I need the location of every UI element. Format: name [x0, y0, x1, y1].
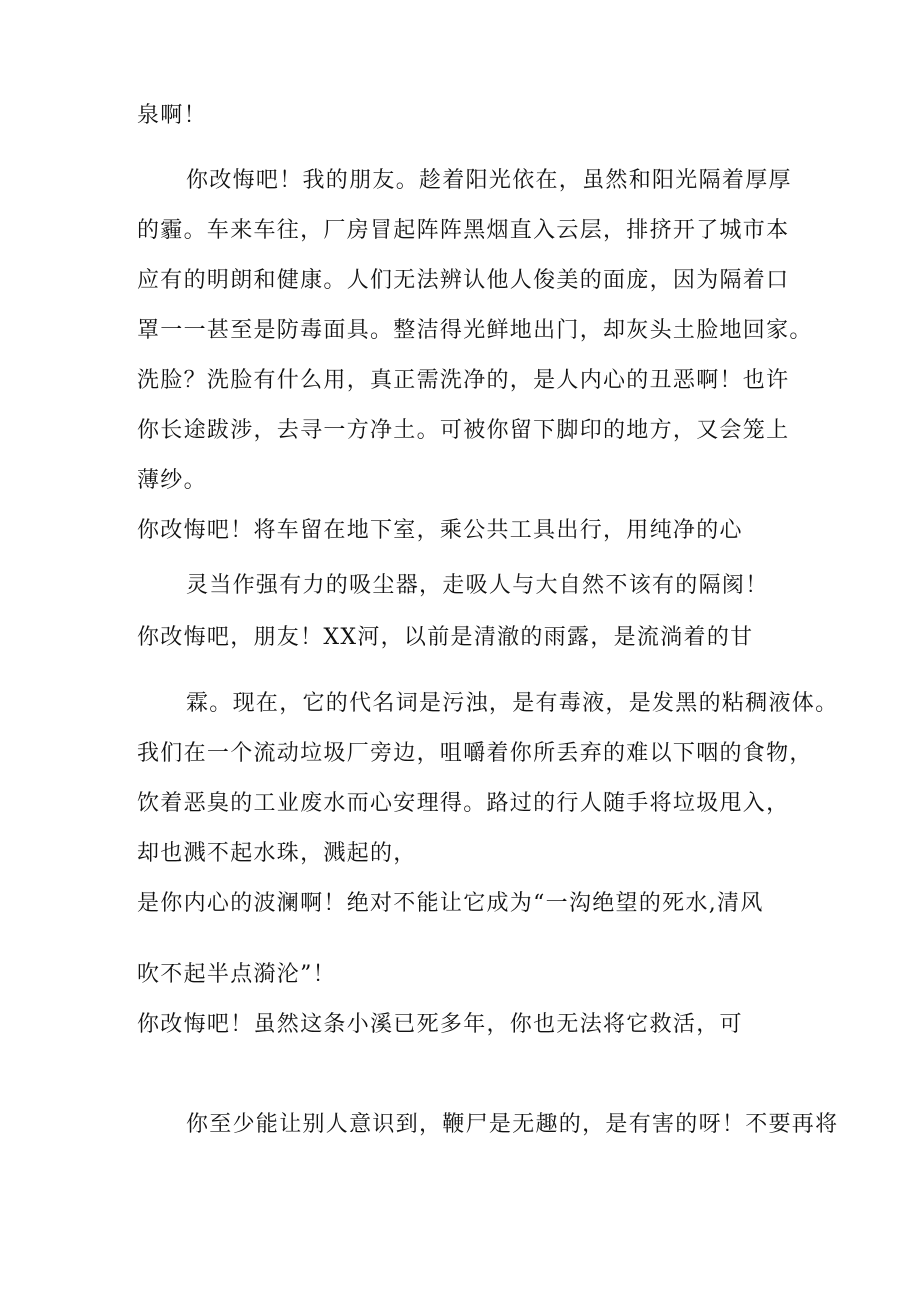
text-line: 霖。现在，它的代名词是污浊，是有毒液，是发黑的粘稠液体。 [186, 691, 839, 716]
text-line: 吹不起半点漪沦”！ [137, 962, 336, 987]
text-line: 却也溅不起水珠，溅起的， [137, 841, 417, 866]
text-line: 洗脸？洗脸有什么用，真正需洗净的，是人内心的丑恶啊！也许 [137, 368, 790, 393]
text-line: 的霾。车来车往，厂房冒起阵阵黑烟直入云层，排挤开了城市本 [137, 218, 790, 243]
text-line: 你改悔吧！我的朋友。趁着阳光依在，虽然和阳光隔着厚厚 [186, 168, 792, 193]
text-line: 饮着恶臭的工业废水而心安理得。路过的行人随手将垃圾甩入， [137, 791, 790, 816]
text-line: 你改悔吧！虽然这条小溪已死多年，你也无法将它救活，可 [137, 1012, 743, 1037]
text-line: 我们在一个流动垃圾厂旁边，咀嚼着你所丢弃的难以下咽的食物， [137, 741, 813, 766]
text-line: 罩一一甚至是防毒面具。整洁得光鲜地出门，却灰头土脸地回家。 [137, 318, 813, 343]
text-line: 灵当作强有力的吸尘器，走吸人与大自然不该有的隔阂！ [186, 573, 769, 598]
text-line: 应有的明朗和健康。人们无法辨认他人俊美的面庞，因为隔着口 [137, 268, 790, 293]
text-line: 你长途跋涉，去寻一方净土。可被你留下脚印的地方，又会笼上 [137, 418, 790, 443]
text-line: 是你内心的波澜啊！绝对不能让它成为“一沟绝望的死水,清风 [137, 891, 764, 916]
text-line: 你至少能让别人意识到，鞭尸是无趣的，是有害的呀！不要再将 [186, 1112, 839, 1137]
text-line: 你改悔吧！将车留在地下室，乘公共工具出行，用纯净的心 [137, 518, 743, 543]
text-line: 薄纱。 [137, 468, 207, 493]
text-line: 泉啊！ [137, 103, 207, 128]
text-line: 你改悔吧，朋友！XX河，以前是清澈的雨露，是流淌着的甘 [137, 625, 754, 650]
